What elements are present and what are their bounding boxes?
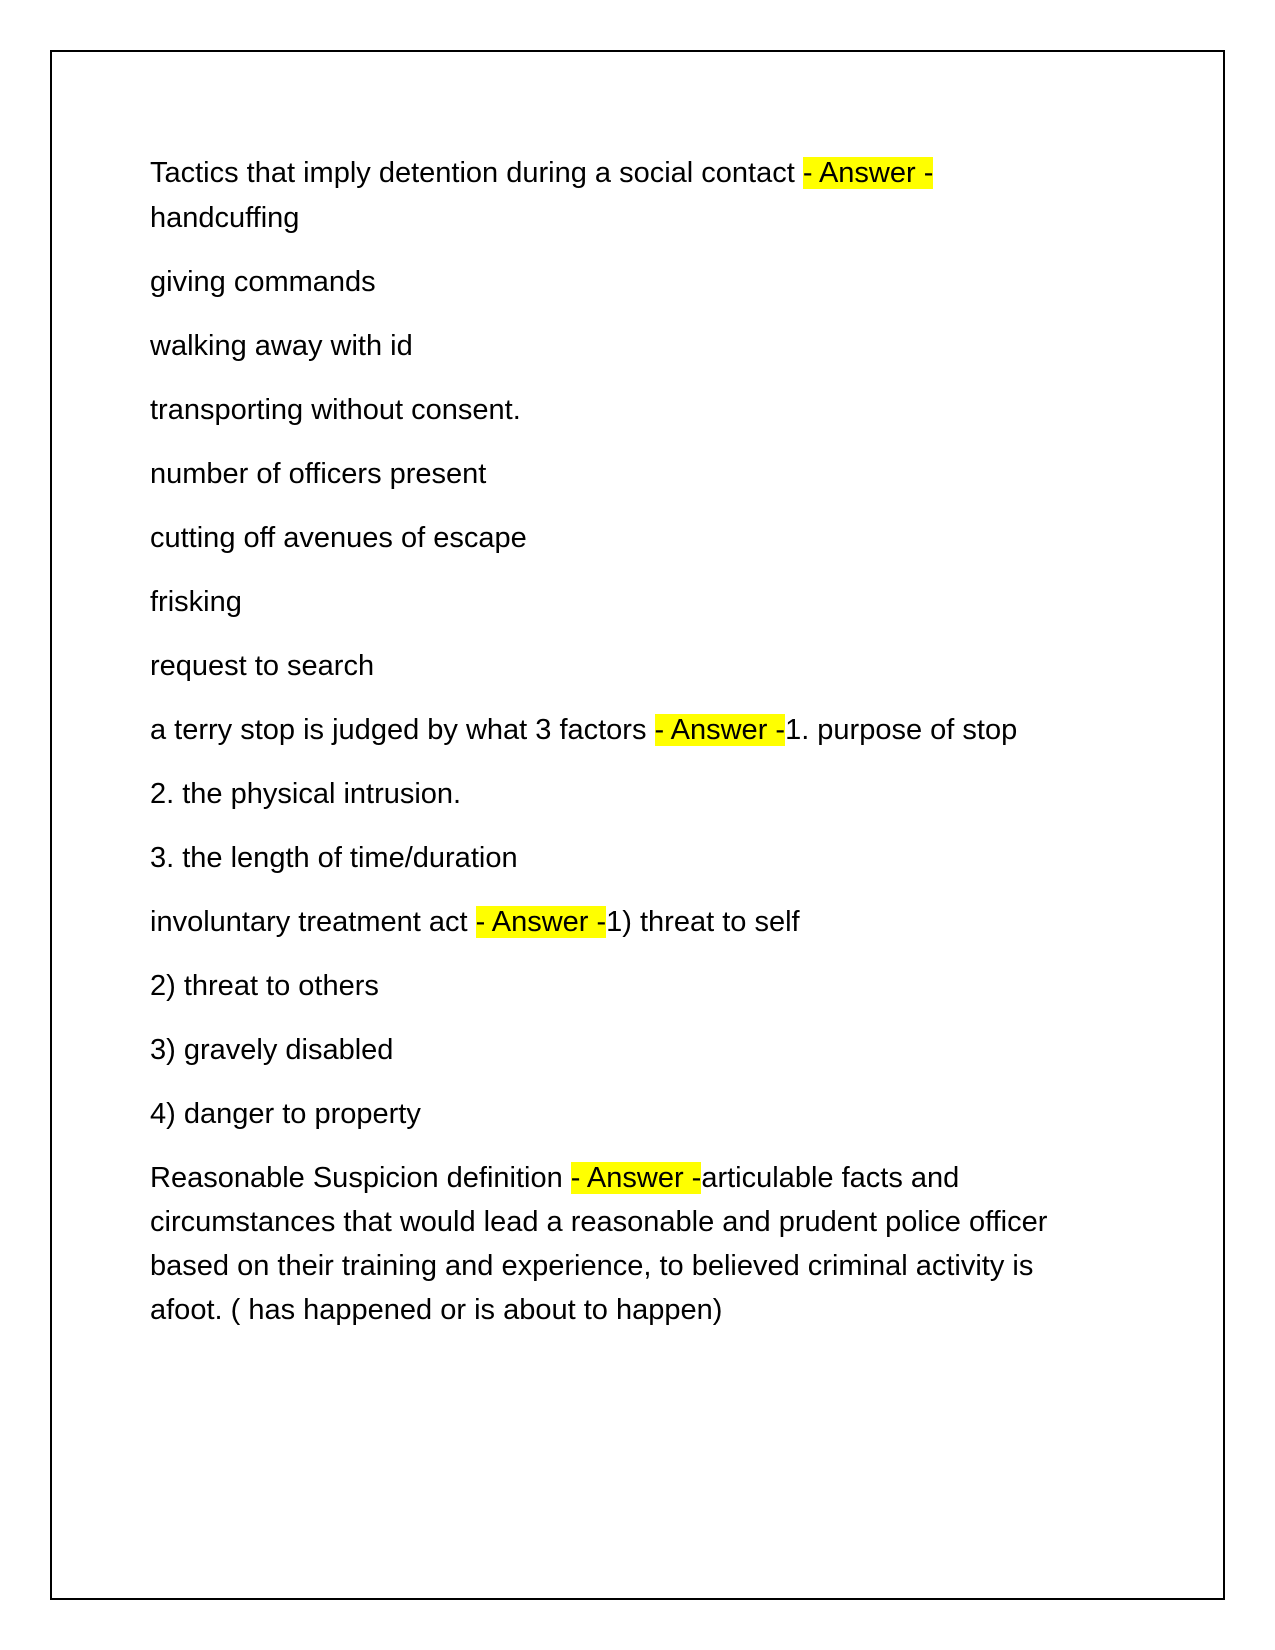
answer-1-item: cutting off avenues of escape [150,522,527,554]
answer-marker-1: - Answer - [802,157,934,189]
question-3-text: involuntary treatment act [150,906,476,938]
question-4-text: Reasonable Suspicion definition [150,1162,571,1194]
answer-1-line-1: handcuffing [150,202,300,234]
question-3-line [150,899,800,946]
answer-1-item: number of officers present [150,458,487,490]
answer-1-item: transporting without consent. [150,394,521,426]
answer-4-start: articulable facts and [701,1162,960,1194]
answer-2-item: 3. the length of time/duration [150,842,518,874]
answer-4-continuation: afoot. ( has happened or is about to happen) [150,1294,723,1326]
answer-1-item: frisking [150,586,242,618]
question-4-line [150,1155,959,1202]
answer-marker-4: - Answer - [570,1162,702,1194]
answer-3-item: 4) danger to property [150,1098,421,1130]
answer-2-start: 1. purpose of stop [785,714,1018,746]
answer-3-item: 3) gravely disabled [150,1034,394,1066]
answer-4-continuation: circumstances that would lead a reasonable and prudent police officer [150,1206,1048,1238]
answer-3-start: 1) threat to self [606,906,800,938]
question-1-text: Tactics that imply detention during a social contact [150,157,803,189]
answer-4-continuation: based on their training and experience, to believed criminal activity is [150,1250,1034,1282]
answer-1-item: walking away with id [150,330,413,362]
answer-1-item: giving commands [150,266,376,298]
answer-2-item: 2. the physical intrusion. [150,778,462,810]
question-2-line [150,707,1017,754]
question-1-line [150,150,933,197]
answer-marker-3: - Answer - [475,906,607,938]
answer-3-item: 2) threat to others [150,970,379,1002]
answer-marker-2: - Answer - [654,714,786,746]
answer-1-item: request to search [150,650,375,682]
question-2-text: a terry stop is judged by what 3 factors [150,714,655,746]
